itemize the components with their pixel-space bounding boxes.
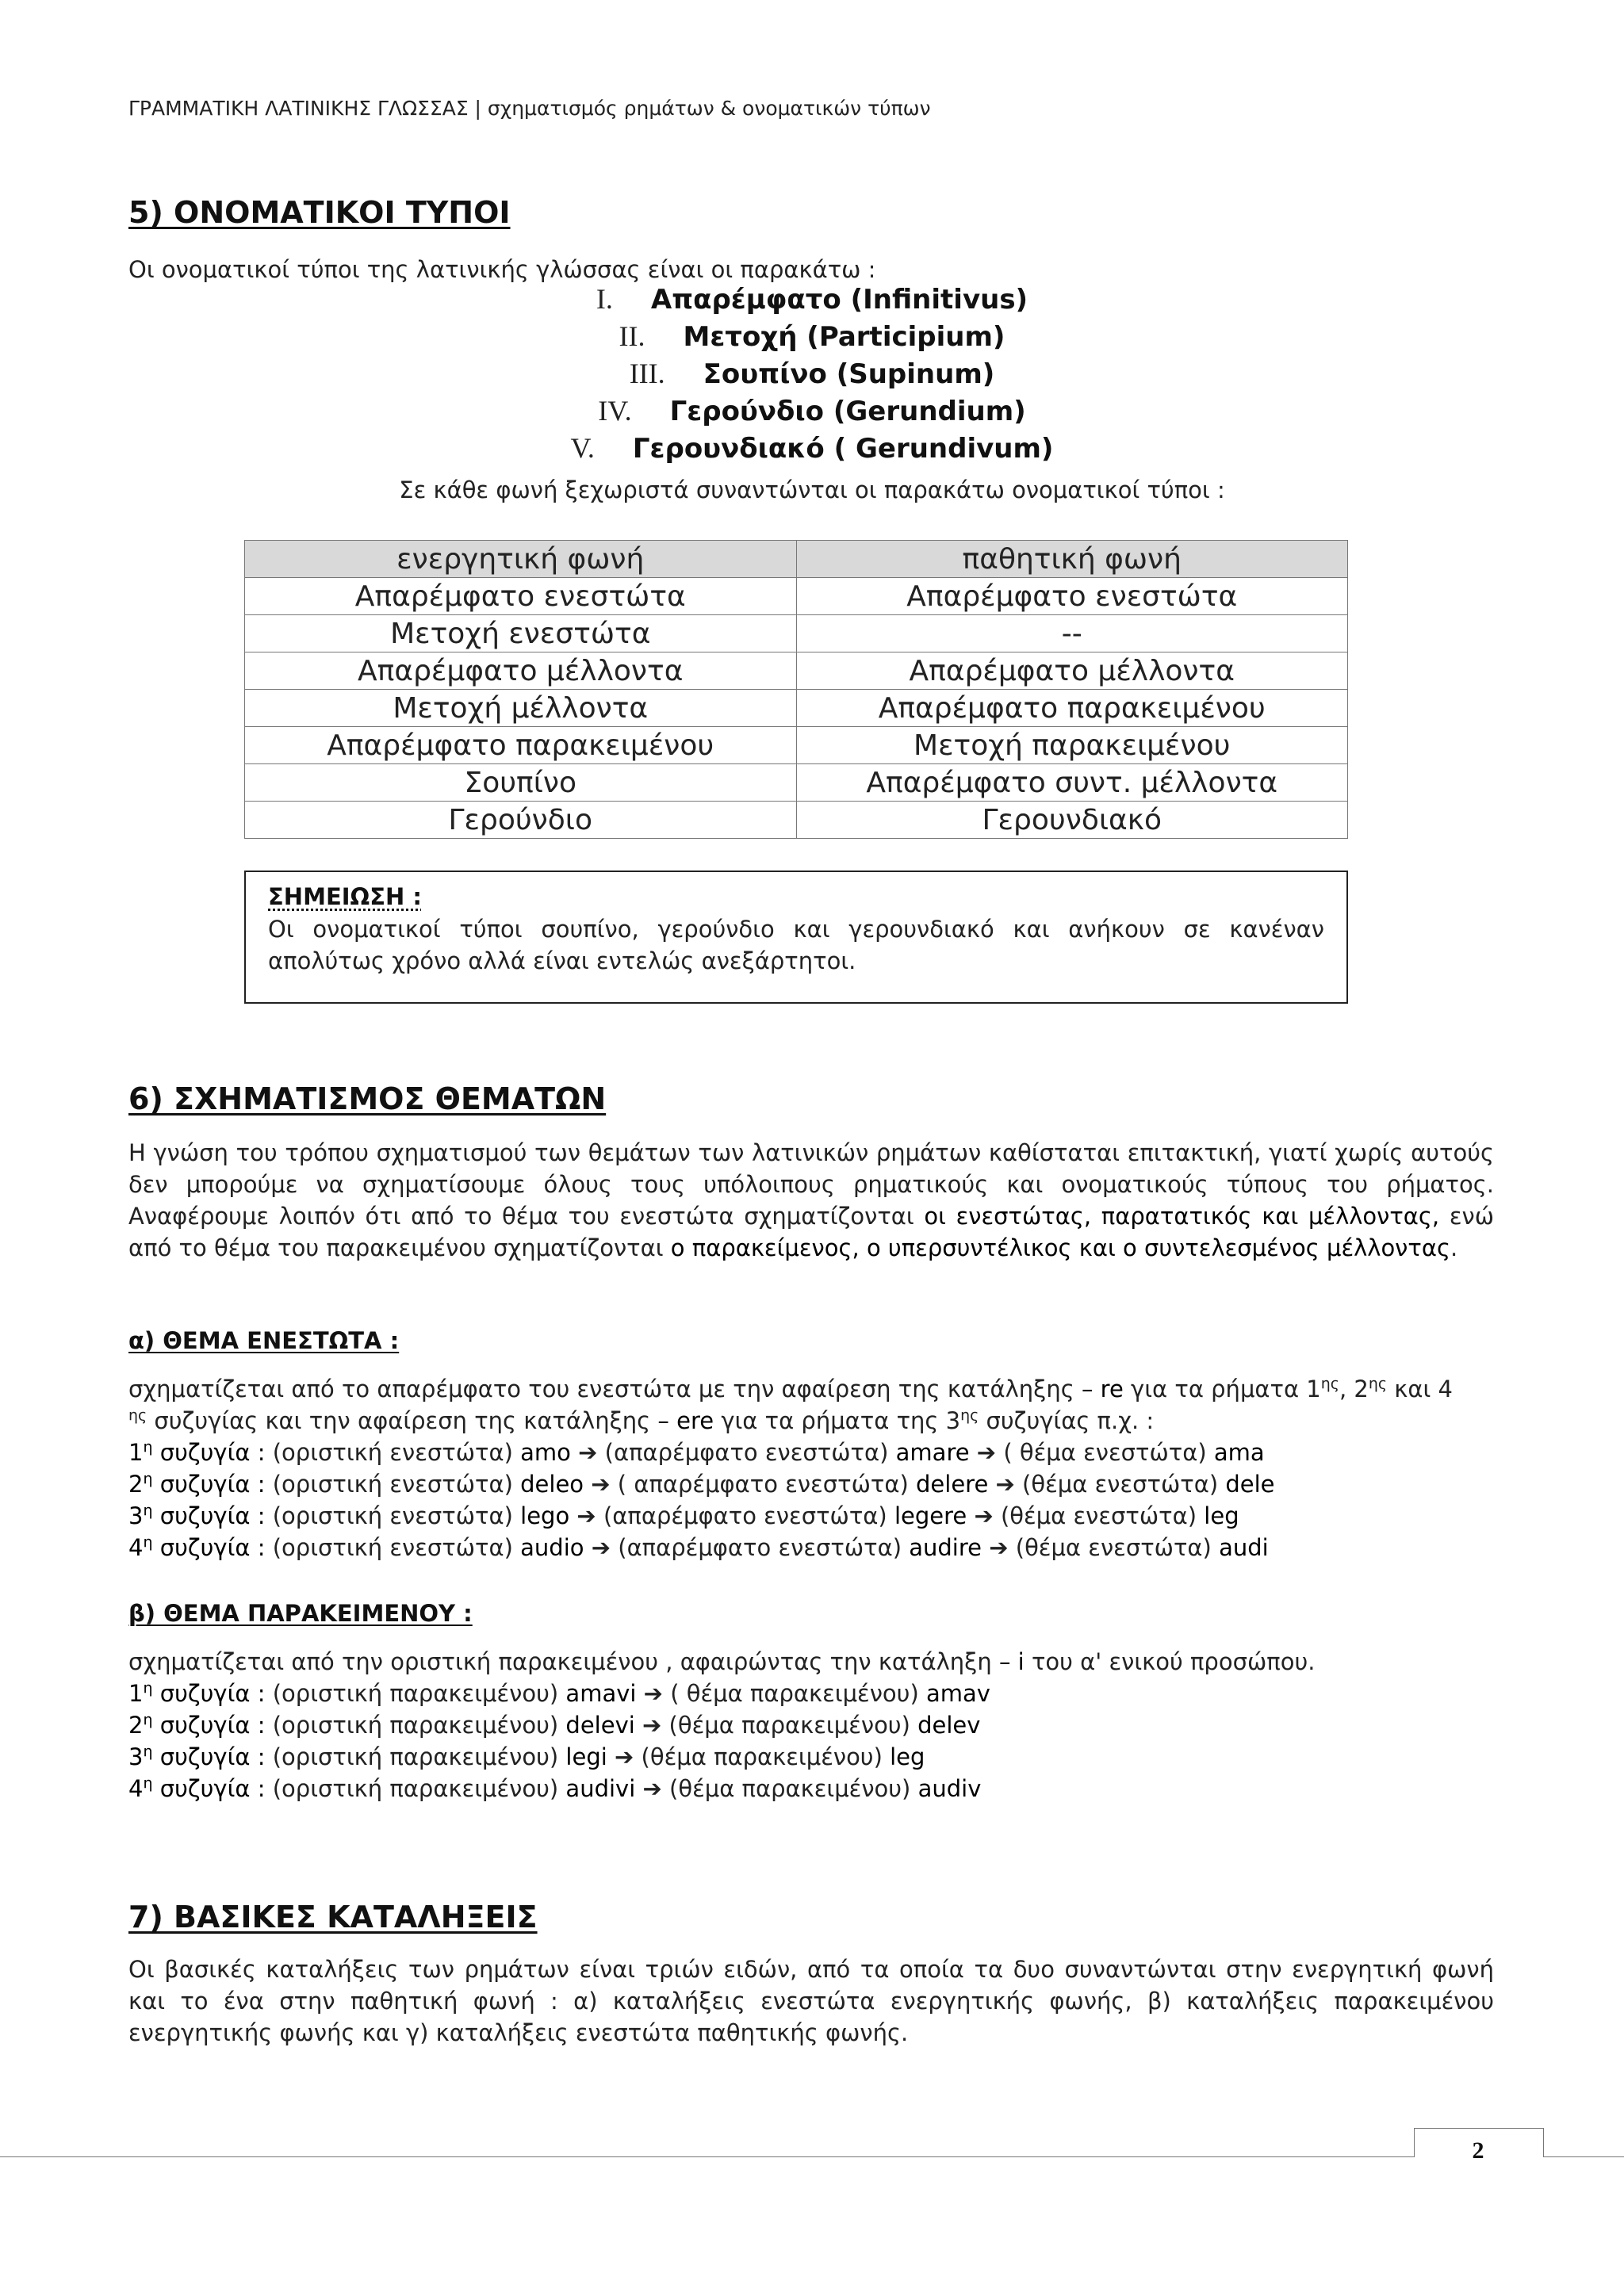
form-label: ( θέμα ενεστώτα) <box>1003 1439 1207 1466</box>
form-label: (οριστική παρακειμένου) <box>272 1680 559 1707</box>
section-6-title: 6) ΣΧΗΜΑΤΙΣΜΟΣ ΘΕΜΑΤΩΝ <box>128 1081 607 1116</box>
section-5-title: 5) ΟΝΟΜΑΤΙΚΟΙ ΤΥΠΟΙ <box>128 195 511 230</box>
form-label: (οριστική ενεστώτα) <box>272 1534 513 1561</box>
latin-form: delere <box>916 1471 989 1498</box>
ordinal-suffix: η <box>143 1502 153 1520</box>
table-row <box>245 652 1348 690</box>
table-cell: Γερούνδιο <box>245 802 797 839</box>
table-intro: Σε κάθε φωνή ξεχωριστά συναντώνται οι παρακάτω ονοματικοί τύποι : <box>399 476 1225 503</box>
ordinal-suffix: ης <box>960 1406 979 1425</box>
perfect-stem-intro-line <box>128 1646 1496 1678</box>
text: του α' ενικού προσώπου. <box>1031 1648 1316 1675</box>
arrow-icon: ➔ <box>642 1775 662 1802</box>
text: για τα ρήματα 1 <box>1131 1376 1321 1402</box>
list-number: I. <box>596 283 613 315</box>
note-text: Οι ονοματικοί τύποι σουπίνο, γερούνδιο και γερουνδιακό και ανήκουν σε κανέναν απολύτως χρόνο αλλά είναι εντελώς ανεξάρτητοι. <box>268 916 1324 974</box>
ordinal-suffix: ης <box>128 1406 147 1425</box>
ordinal-suffix: η <box>143 1679 153 1697</box>
footer-rule <box>0 2156 1624 2157</box>
arrow-icon: ➔ <box>995 1471 1015 1498</box>
text: , 2 <box>1339 1376 1369 1402</box>
present-stem-intro-line <box>128 1373 1496 1405</box>
arrow-icon: ➔ <box>974 1502 994 1529</box>
list-item <box>0 431 1624 469</box>
table-cell: -- <box>796 615 1348 652</box>
perfect-stem-block <box>128 1646 1496 1804</box>
ordinal-suffix: η <box>143 1533 153 1552</box>
form-label: (θέμα ενεστώτα) <box>1000 1502 1197 1529</box>
ordinal-suffix: ης <box>1368 1375 1388 1393</box>
ordinal-suffix: η <box>143 1743 153 1761</box>
conj-label: συζυγία : <box>159 1534 266 1561</box>
latin-form: amo <box>520 1439 571 1466</box>
conjugation-example <box>128 1437 1496 1468</box>
paragraph-text: ενώ από το θέμα του παρακειμένου σχηματίζονται <box>128 1203 1494 1261</box>
table-header-active: ενεργητική φωνή <box>245 541 797 578</box>
ending: – ere <box>657 1407 714 1434</box>
conjugation-example <box>128 1678 1496 1709</box>
table-cell: Γερουνδιακό <box>796 802 1348 839</box>
conj-number: 3 <box>128 1743 144 1770</box>
form-label: (θέμα ενεστώτα) <box>1015 1534 1212 1561</box>
conj-label: συζυγία : <box>159 1712 266 1739</box>
arrow-icon: ➔ <box>591 1471 611 1498</box>
arrow-icon: ➔ <box>578 1439 598 1466</box>
latin-form: audire <box>909 1534 982 1561</box>
conj-label: συζυγία : <box>159 1471 266 1498</box>
form-label: (οριστική παρακειμένου) <box>272 1775 559 1802</box>
text: συζυγίας π.χ. : <box>986 1407 1155 1434</box>
table-row <box>245 690 1348 727</box>
table-cell: Απαρέμφατο ενεστώτα <box>245 578 797 615</box>
form-label: (οριστική ενεστώτα) <box>272 1502 513 1529</box>
latin-form: dele <box>1225 1471 1275 1498</box>
table-row <box>245 615 1348 652</box>
conj-label: συζυγία : <box>159 1439 266 1466</box>
latin-form: leg <box>890 1743 925 1770</box>
table-cell: Απαρέμφατο μέλλοντα <box>796 652 1348 690</box>
conjugation-example <box>128 1773 1496 1804</box>
conj-label: συζυγία : <box>159 1743 266 1770</box>
arrow-icon: ➔ <box>976 1439 997 1466</box>
page-header: ΓΡΑΜΜΑΤΙΚΗ ΛΑΤΙΝΙΚΗΣ ΓΛΩΣΣΑΣ | σχηματισμός ρημάτων & ονοματικών τύπων <box>128 97 931 120</box>
arrow-icon: ➔ <box>576 1502 596 1529</box>
latin-form: ama <box>1213 1439 1265 1466</box>
latin-form: audiv <box>917 1775 982 1802</box>
table-cell: Μετοχή παρακειμένου <box>796 727 1348 764</box>
form-label: ( απαρέμφατο ενεστώτα) <box>617 1471 909 1498</box>
list-item <box>0 394 1624 431</box>
latin-form: audi <box>1219 1534 1269 1561</box>
present-stem-intro-line <box>128 1405 1496 1437</box>
section-7-title: 7) ΒΑΣΙΚΕΣ ΚΑΤΑΛΗΞΕΙΣ <box>128 1900 538 1934</box>
latin-form: legere <box>894 1502 967 1529</box>
table-header-passive: παθητική φωνή <box>796 541 1348 578</box>
ending: – re <box>1081 1376 1124 1402</box>
list-text: Γερουνδιακό ( Gerundivum) <box>632 433 1054 465</box>
section-5-intro: Οι ονοματικοί τύποι της λατινικής γλώσσας είναι οι παρακάτω : <box>128 256 876 283</box>
ending: – i <box>998 1648 1025 1675</box>
paragraph-text: . <box>1450 1234 1458 1261</box>
conj-number: 4 <box>128 1534 144 1561</box>
latin-form: audivi <box>565 1775 636 1802</box>
form-label: (απαρέμφατο ενεστώτα) <box>618 1534 902 1561</box>
arrow-icon: ➔ <box>615 1743 634 1770</box>
present-stem-title: α) ΘΕΜΑ ΕΝΕΣΤΩΤΑ : <box>128 1327 400 1354</box>
form-label: (οριστική ενεστώτα) <box>272 1439 513 1466</box>
table-cell: Απαρέμφατο ενεστώτα <box>796 578 1348 615</box>
table-row <box>245 727 1348 764</box>
conjugation-example <box>128 1741 1496 1773</box>
ordinal-suffix: ης <box>1320 1375 1339 1393</box>
conj-number: 1 <box>128 1680 144 1707</box>
note-box <box>244 871 1348 1004</box>
ordinal-suffix: η <box>143 1774 153 1793</box>
arrow-icon: ➔ <box>643 1680 663 1707</box>
form-label: (οριστική παρακειμένου) <box>272 1743 559 1770</box>
table-cell: Μετοχή μέλλοντα <box>245 690 797 727</box>
list-item <box>0 357 1624 394</box>
form-label: ( θέμα παρακειμένου) <box>670 1680 919 1707</box>
table-row <box>245 764 1348 802</box>
perfect-stem-title: β) ΘΕΜΑ ΠΑΡΑΚΕΙΜΕΝΟΥ : <box>128 1600 473 1627</box>
section-6-paragraph <box>128 1137 1494 1264</box>
latin-form: amav <box>925 1680 990 1707</box>
list-item <box>0 320 1624 357</box>
table-cell: Απαρέμφατο συντ. μέλλοντα <box>796 764 1348 802</box>
conjugation-example <box>128 1709 1496 1741</box>
list-number: III. <box>629 358 665 389</box>
arrow-icon: ➔ <box>989 1534 1009 1561</box>
latin-form: leg <box>1204 1502 1239 1529</box>
latin-form: amavi <box>565 1680 637 1707</box>
conj-number: 3 <box>128 1502 144 1529</box>
text: συζυγίας και την αφαίρεση της κατάληξης <box>154 1407 651 1434</box>
conj-label: συζυγία : <box>159 1775 266 1802</box>
list-number: II. <box>619 320 645 352</box>
latin-form: delevi <box>565 1712 635 1739</box>
table-cell: Μετοχή ενεστώτα <box>245 615 797 652</box>
form-label: (οριστική παρακειμένου) <box>272 1712 559 1739</box>
conj-number: 2 <box>128 1712 144 1739</box>
section-7-paragraph: Οι βασικές καταλήξεις των ρημάτων είναι τριών ειδών, από τα οποία τα δυο συναντώνται στην ενεργητική φωνή και το ένα στην παθητική φωνή : α) καταλήξεις ενεστώτα ενεργητικής φωνής, β) καταλήξεις παρακειμένου ενεργητικής φωνής και γ) καταλήξεις ενεστώτα παθητικής φωνής. <box>128 1956 1494 2046</box>
latin-form: legi <box>565 1743 607 1770</box>
paragraph-emphasis: ο παρακείμενος, ο υπερσυντέλικος και ο συντελεσμένος μέλλοντας <box>670 1234 1450 1261</box>
conjugation-example <box>128 1468 1496 1500</box>
table-cell: Απαρέμφατο παρακειμένου <box>245 727 797 764</box>
text: σχηματίζεται από το απαρέμφατο του ενεστώτα με την αφαίρεση της κατάληξης <box>128 1376 1074 1402</box>
conj-label: συζυγία : <box>159 1680 266 1707</box>
text: για τα ρήματα της 3 <box>721 1407 961 1434</box>
arrow-icon: ➔ <box>642 1712 662 1739</box>
latin-form: amare <box>895 1439 970 1466</box>
ordinal-suffix: η <box>143 1470 153 1488</box>
latin-form: deleo <box>520 1471 584 1498</box>
form-label: (οριστική ενεστώτα) <box>272 1471 513 1498</box>
paragraph-text: Η γνώση του τρόπου σχηματισμού των θεμάτων των λατινικών ρημάτων καθίσταται επιτακτική, γιατί χωρίς αυτούς δεν μπορούμε να σχηματίσουμε όλους τους υπόλοιπους ρηματικούς και ονοματικούς τύπους του ρήματος. Αναφέρουμε λοιπόν ότι από το θέμα του ενεστώτα σχηματίζονται <box>128 1139 1494 1230</box>
form-label: (απαρέμφατο ενεστώτα) <box>604 1439 889 1466</box>
list-number: IV. <box>598 395 632 427</box>
list-text: Απαρέμφατο (Infinitivus) <box>650 284 1028 316</box>
latin-form: delev <box>917 1712 981 1739</box>
list-text: Μετοχή (Participium) <box>683 321 1005 353</box>
table-header-row <box>245 541 1348 578</box>
ordinal-suffix: η <box>143 1438 153 1456</box>
latin-form: audio <box>520 1534 584 1561</box>
list-text: Σουπίνο (Supinum) <box>703 358 995 390</box>
form-label: (θέμα παρακειμένου) <box>641 1743 883 1770</box>
form-label: (θέμα παρακειμένου) <box>669 1775 911 1802</box>
latin-form: lego <box>520 1502 570 1529</box>
nominal-forms-list <box>0 282 1624 469</box>
arrow-icon: ➔ <box>591 1534 611 1561</box>
text: και 4 <box>1394 1376 1453 1402</box>
conj-number: 2 <box>128 1471 144 1498</box>
table-row <box>245 578 1348 615</box>
conjugation-example <box>128 1500 1496 1532</box>
nominal-forms-table <box>244 540 1348 839</box>
list-text: Γερούνδιο (Gerundium) <box>669 396 1026 427</box>
table-cell: Σουπίνο <box>245 764 797 802</box>
paragraph-emphasis: οι ενεστώτας, παρατατικός και μέλλοντας, <box>924 1203 1440 1230</box>
table-cell: Απαρέμφατο παρακειμένου <box>796 690 1348 727</box>
table-cell: Απαρέμφατο μέλλοντα <box>245 652 797 690</box>
text: σχηματίζεται από την οριστική παρακειμένου , αφαιρώντας την κατάληξη <box>128 1648 992 1675</box>
form-label: (θέμα ενεστώτα) <box>1022 1471 1219 1498</box>
present-stem-block <box>128 1373 1496 1563</box>
list-number: V. <box>570 432 595 464</box>
note-title: ΣΗΜΕΙΩΣΗ : <box>268 883 422 910</box>
conjugation-example <box>128 1532 1496 1563</box>
form-label: (θέμα παρακειμένου) <box>668 1712 910 1739</box>
ordinal-suffix: η <box>143 1711 153 1729</box>
form-label: (απαρέμφατο ενεστώτα) <box>603 1502 887 1529</box>
conj-number: 1 <box>128 1439 144 1466</box>
table-row <box>245 802 1348 839</box>
page-number: 2 <box>1472 2137 1484 2164</box>
list-item <box>0 282 1624 320</box>
conj-label: συζυγία : <box>159 1502 266 1529</box>
conj-number: 4 <box>128 1775 144 1802</box>
